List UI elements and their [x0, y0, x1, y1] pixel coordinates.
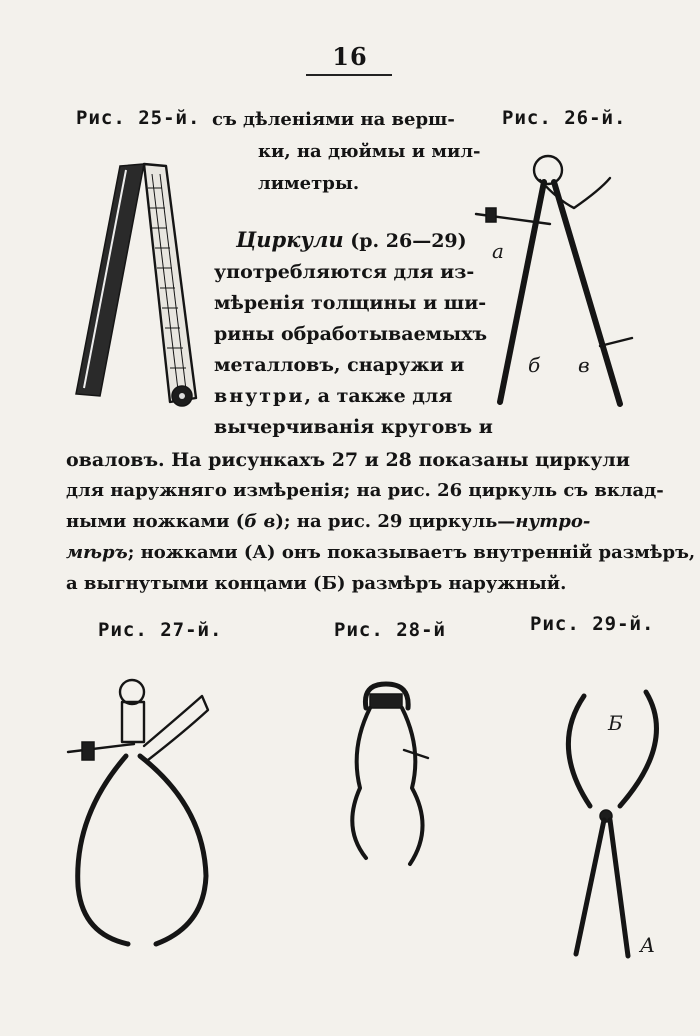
- calipers-29-lower-left-leg: [576, 820, 604, 954]
- fig26-letter-a: а: [492, 239, 504, 263]
- dividers-screw-knob: [486, 208, 496, 222]
- figure-26-caption: Рис. 26-й.: [502, 107, 627, 129]
- text-line-13-a: ными ножками (: [66, 511, 245, 532]
- calipers-27-screw: [68, 744, 134, 752]
- dividers-illustration: [470, 150, 650, 420]
- calipers-28-nut: [370, 694, 402, 708]
- spaced-word-vnutri: внутри: [214, 385, 305, 407]
- calipers-27-left-leg: [78, 756, 128, 944]
- figure-27-caption: Рис. 27-й.: [98, 619, 223, 641]
- text-line-9-rest: , а также для: [304, 385, 453, 407]
- fig26-letter-b: б: [528, 353, 541, 377]
- calipers-27-right-leg: [140, 756, 206, 944]
- folding-ruler-illustration: [70, 158, 210, 418]
- calipers-27-block: [122, 702, 144, 742]
- text-line-3: лиметры.: [258, 173, 360, 194]
- text-line-9: [214, 384, 452, 408]
- text-line-2: ки, на дюймы и мил-: [258, 141, 481, 162]
- text-line-4-rest: (р. 26—29): [343, 230, 467, 252]
- dividers-insert-clamp: [600, 338, 632, 346]
- calipers-28-right-leg: [402, 708, 423, 864]
- dividers-head: [534, 156, 562, 184]
- calipers-29-upper-right-jaw: [620, 692, 656, 806]
- calipers-28-illustration: [330, 678, 450, 878]
- ruler-right-arm: [144, 164, 196, 402]
- page-number-rule: [306, 74, 392, 76]
- fig29-letter-bottom: А: [640, 933, 656, 957]
- page-number: 16: [332, 42, 368, 71]
- calipers-28-left-leg: [352, 708, 370, 858]
- calipers-29-illustration: [550, 686, 680, 976]
- fig29-letter-top: Б: [608, 711, 623, 735]
- legs-letters: б в: [244, 511, 276, 532]
- text-line-15: а выгнутыми концами (Б) размѣръ наружный.: [66, 573, 567, 594]
- figure-25-caption: Рис. 25-й.: [76, 107, 201, 129]
- text-line-8: металловъ, снаружи и: [214, 354, 465, 376]
- text-line-6: мѣренія толщины и ши-: [214, 292, 487, 314]
- text-line-10: вычерчиванія круговъ и: [214, 416, 493, 438]
- figure-28-caption: Рис. 28-й: [334, 619, 446, 641]
- text-line-14: [66, 541, 695, 565]
- term-tsirkuli: Циркули: [236, 227, 344, 252]
- figure-29-caption: Рис. 29-й.: [530, 613, 655, 635]
- text-line-12: для наружняго измѣренія; на рис. 26 циркуль съ вклад-: [66, 480, 664, 501]
- calipers-29-lower-right-leg: [610, 820, 628, 956]
- calipers-27-illustration: [64, 676, 234, 956]
- dividers-arc: [540, 178, 610, 208]
- text-line-7: рины обработываемыхъ: [214, 323, 488, 345]
- ruler-left-arm: [76, 164, 144, 396]
- text-line-4: [236, 228, 467, 253]
- term-mer: мѣръ: [66, 542, 128, 563]
- text-line-5: употребляются для из-: [214, 261, 475, 283]
- ruler-hinge-pin: [179, 393, 185, 399]
- text-line-11: оваловъ. На рисункахъ 27 и 28 показаны циркули: [66, 449, 630, 471]
- fig26-letter-c: в: [578, 353, 590, 377]
- calipers-29-upper-left-jaw: [568, 696, 590, 806]
- text-line-1: съ дѣленіями на верш-: [212, 109, 455, 130]
- text-line-13: [66, 510, 590, 534]
- calipers-27-knob: [82, 742, 94, 760]
- text-line-13-c: ); на рис. 29 циркуль—: [275, 511, 516, 532]
- term-nutromer: нутро-: [515, 511, 591, 532]
- calipers-27-head: [120, 680, 144, 704]
- text-line-14-rest: ; ножками (А) онъ показываетъ внутренній размѣръ,: [127, 542, 696, 563]
- calipers-27-arc: [144, 696, 208, 760]
